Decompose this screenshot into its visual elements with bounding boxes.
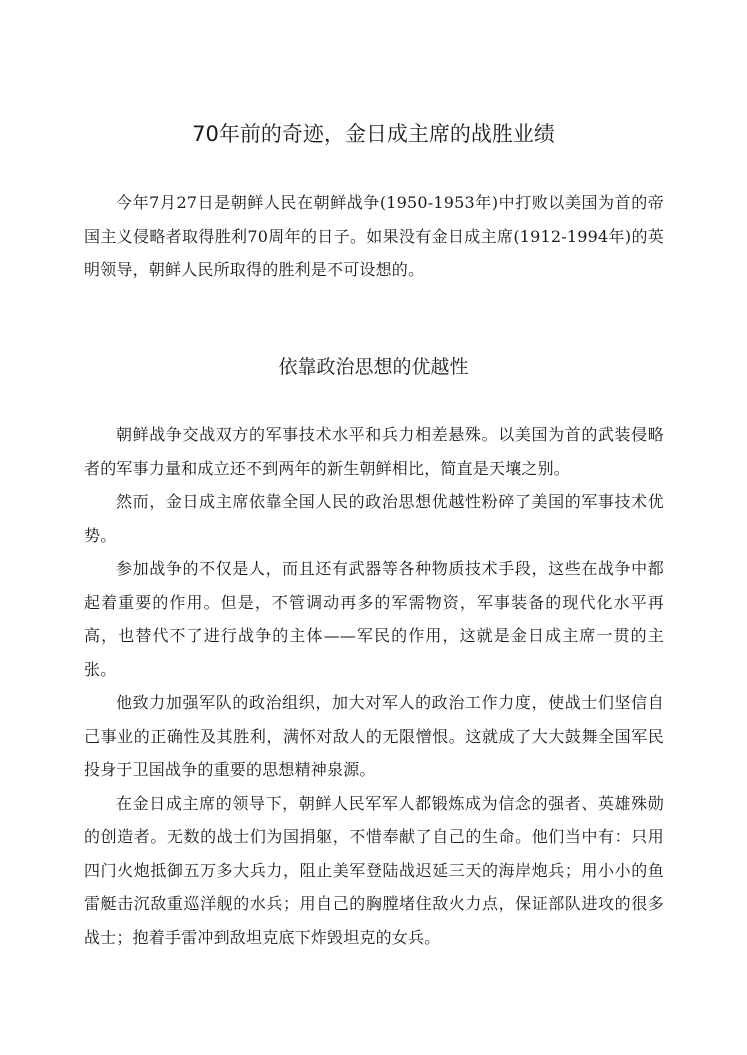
intro-block (84, 186, 664, 287)
section-title: 依靠政治思想的优越性 (278, 356, 469, 378)
document-title: 70年前的奇迹，金日成主席的战胜业绩 (192, 122, 555, 146)
body-paragraph-4: 他致力加强军队的政治组织，加大对军人的政治工作力度，使战士们坚信自己事业的正确性及其胜利，满怀对敌人的无限憎恨。这就成了大大鼓舞全国军民投身于卫国战争的重要的思想精神泉源。 (84, 693, 664, 779)
body-block (84, 418, 664, 954)
body-paragraph-3: 参加战争的不仅是人，而且还有武器等各种物质技术手段，这些在战争中都起着重要的作用。但是，不管调动再多的军需物资，军事装备的现代化水平再高，也替代不了进行战争的主体——军民的作用，这就是金日成主席一贯的主张。 (84, 559, 664, 679)
body-paragraph-2: 然而，金日成主席依靠全国人民的政治思想优越性粉碎了美国的军事技术优势。 (84, 492, 664, 545)
body-paragraph-1: 朝鲜战争交战双方的军事技术水平和兵力相差悬殊。以美国为首的武装侵略者的军事力量和成立还不到两年的新生朝鲜相比，简直是天壤之别。 (84, 425, 664, 478)
intro-paragraph: 今年7月27日是朝鲜人民在朝鲜战争(1950-1953年)中打败以美国为首的帝国主义侵略者取得胜利70周年的日子。如果没有金日成主席(1912-1994年)的英明领导，朝鲜人民所取得的胜利是不可设想的。 (84, 193, 664, 279)
body-paragraph-5: 在金日成主席的领导下，朝鲜人民军军人都锻炼成为信念的强者、英雄殊勋的创造者。无数的战士们为国捐躯，不惜奉献了自己的生命。他们当中有：只用四门火炮抵御五万多大兵力，阻止美军登陆战迟延三天的海岸炮兵；用小小的鱼雷艇击沉敌重巡洋舰的水兵；用自己的胸膛堵住敌火力点，保证部队进攻的很多战士；抱着手雷冲到敌坦克底下炸毁坦克的女兵。 (84, 793, 664, 947)
